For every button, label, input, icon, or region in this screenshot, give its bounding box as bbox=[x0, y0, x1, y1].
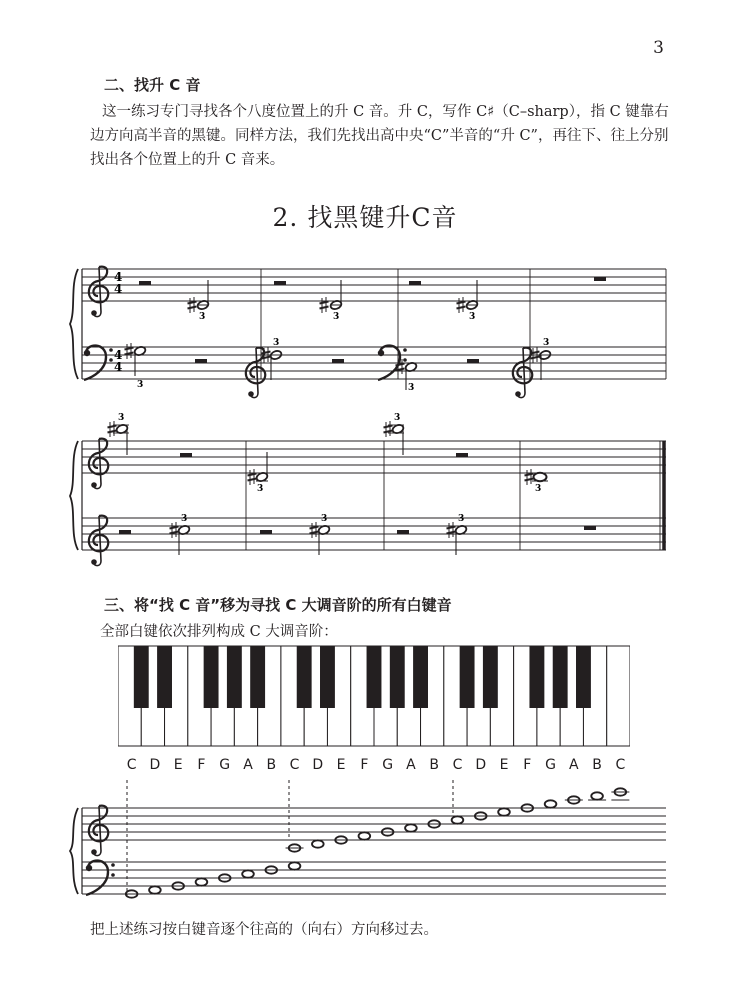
closing-note: 把上述练习按白键音逐个往高的（向右）方向移过去。 bbox=[90, 922, 438, 938]
svg-text:4: 4 bbox=[114, 360, 123, 374]
time-sig-treble: 4 bbox=[114, 270, 123, 284]
scale-note bbox=[498, 808, 510, 815]
scale-note bbox=[405, 824, 417, 831]
svg-text:3: 3 bbox=[469, 312, 476, 322]
note-name-label: B bbox=[266, 757, 277, 773]
note-name-label: E bbox=[499, 757, 509, 773]
scale-note bbox=[196, 878, 208, 885]
svg-text:3: 3 bbox=[535, 484, 542, 494]
svg-text:3: 3 bbox=[321, 514, 328, 524]
note-name-label: D bbox=[149, 757, 161, 773]
scale-note bbox=[242, 870, 254, 877]
section-3-heading: 三、将“找 C 音”移为寻找 C 大调音阶的所有白键音 bbox=[104, 596, 452, 614]
section-3-intro: 全部白键依次排列构成 C 大调音阶： bbox=[100, 624, 338, 640]
note-name-label: G bbox=[382, 757, 394, 773]
svg-text:4: 4 bbox=[114, 282, 123, 296]
scale-note bbox=[591, 792, 603, 799]
note-name-label: A bbox=[569, 757, 579, 773]
note-name-label: D bbox=[312, 757, 324, 773]
note-name-label: B bbox=[429, 757, 439, 773]
scale-note bbox=[289, 862, 301, 869]
scale-note bbox=[359, 832, 371, 839]
svg-text:3: 3 bbox=[273, 338, 280, 348]
note-name-label: C bbox=[126, 757, 137, 773]
svg-text:3: 3 bbox=[137, 380, 144, 390]
finger-number: 3 bbox=[199, 312, 206, 322]
svg-text:3: 3 bbox=[394, 413, 401, 423]
note-name-label: C bbox=[452, 757, 463, 773]
svg-text:3: 3 bbox=[543, 338, 550, 348]
section-2-paragraph: 这一练习专门寻找各个八度位置上的升 C 音。升 C，写作 C♯（C–sharp），指 C 键靠右边方向高半音的黑键。同样方法，我们先找出高中央“C”半音的“升 C”，再往下、往上分别找出各个位置上的升 C 音来。 bbox=[90, 104, 669, 168]
svg-text:3: 3 bbox=[458, 514, 465, 524]
note-name-label: A bbox=[243, 757, 253, 773]
note-name-label: G bbox=[219, 757, 231, 773]
scale-note bbox=[545, 800, 557, 807]
svg-text:3: 3 bbox=[257, 484, 264, 494]
note-name-label: C bbox=[289, 757, 300, 773]
svg-text:3: 3 bbox=[181, 514, 188, 524]
scale-note bbox=[149, 886, 161, 893]
svg-text:3: 3 bbox=[408, 383, 415, 393]
page-number: 3 bbox=[653, 38, 664, 58]
note-name-label: D bbox=[475, 757, 487, 773]
note-name-label: F bbox=[360, 757, 369, 773]
note-name-label: E bbox=[336, 757, 346, 773]
scale-note bbox=[452, 816, 464, 823]
svg-text:3: 3 bbox=[333, 312, 340, 322]
note-name-label: G bbox=[545, 757, 556, 773]
note-name-label: F bbox=[523, 757, 532, 773]
note-name-label: E bbox=[173, 757, 183, 773]
note-name-label: A bbox=[406, 757, 416, 773]
note-name-label: F bbox=[197, 757, 206, 773]
section-2-heading: 二、找升 C 音 bbox=[104, 76, 201, 94]
note-name-label: C bbox=[615, 757, 626, 773]
exercise-title: 2. 找黑键升C音 bbox=[272, 203, 458, 232]
svg-text:3: 3 bbox=[118, 413, 125, 423]
scale-note bbox=[312, 840, 324, 847]
svg-text:4: 4 bbox=[114, 348, 123, 362]
note-name-label: B bbox=[592, 757, 602, 773]
